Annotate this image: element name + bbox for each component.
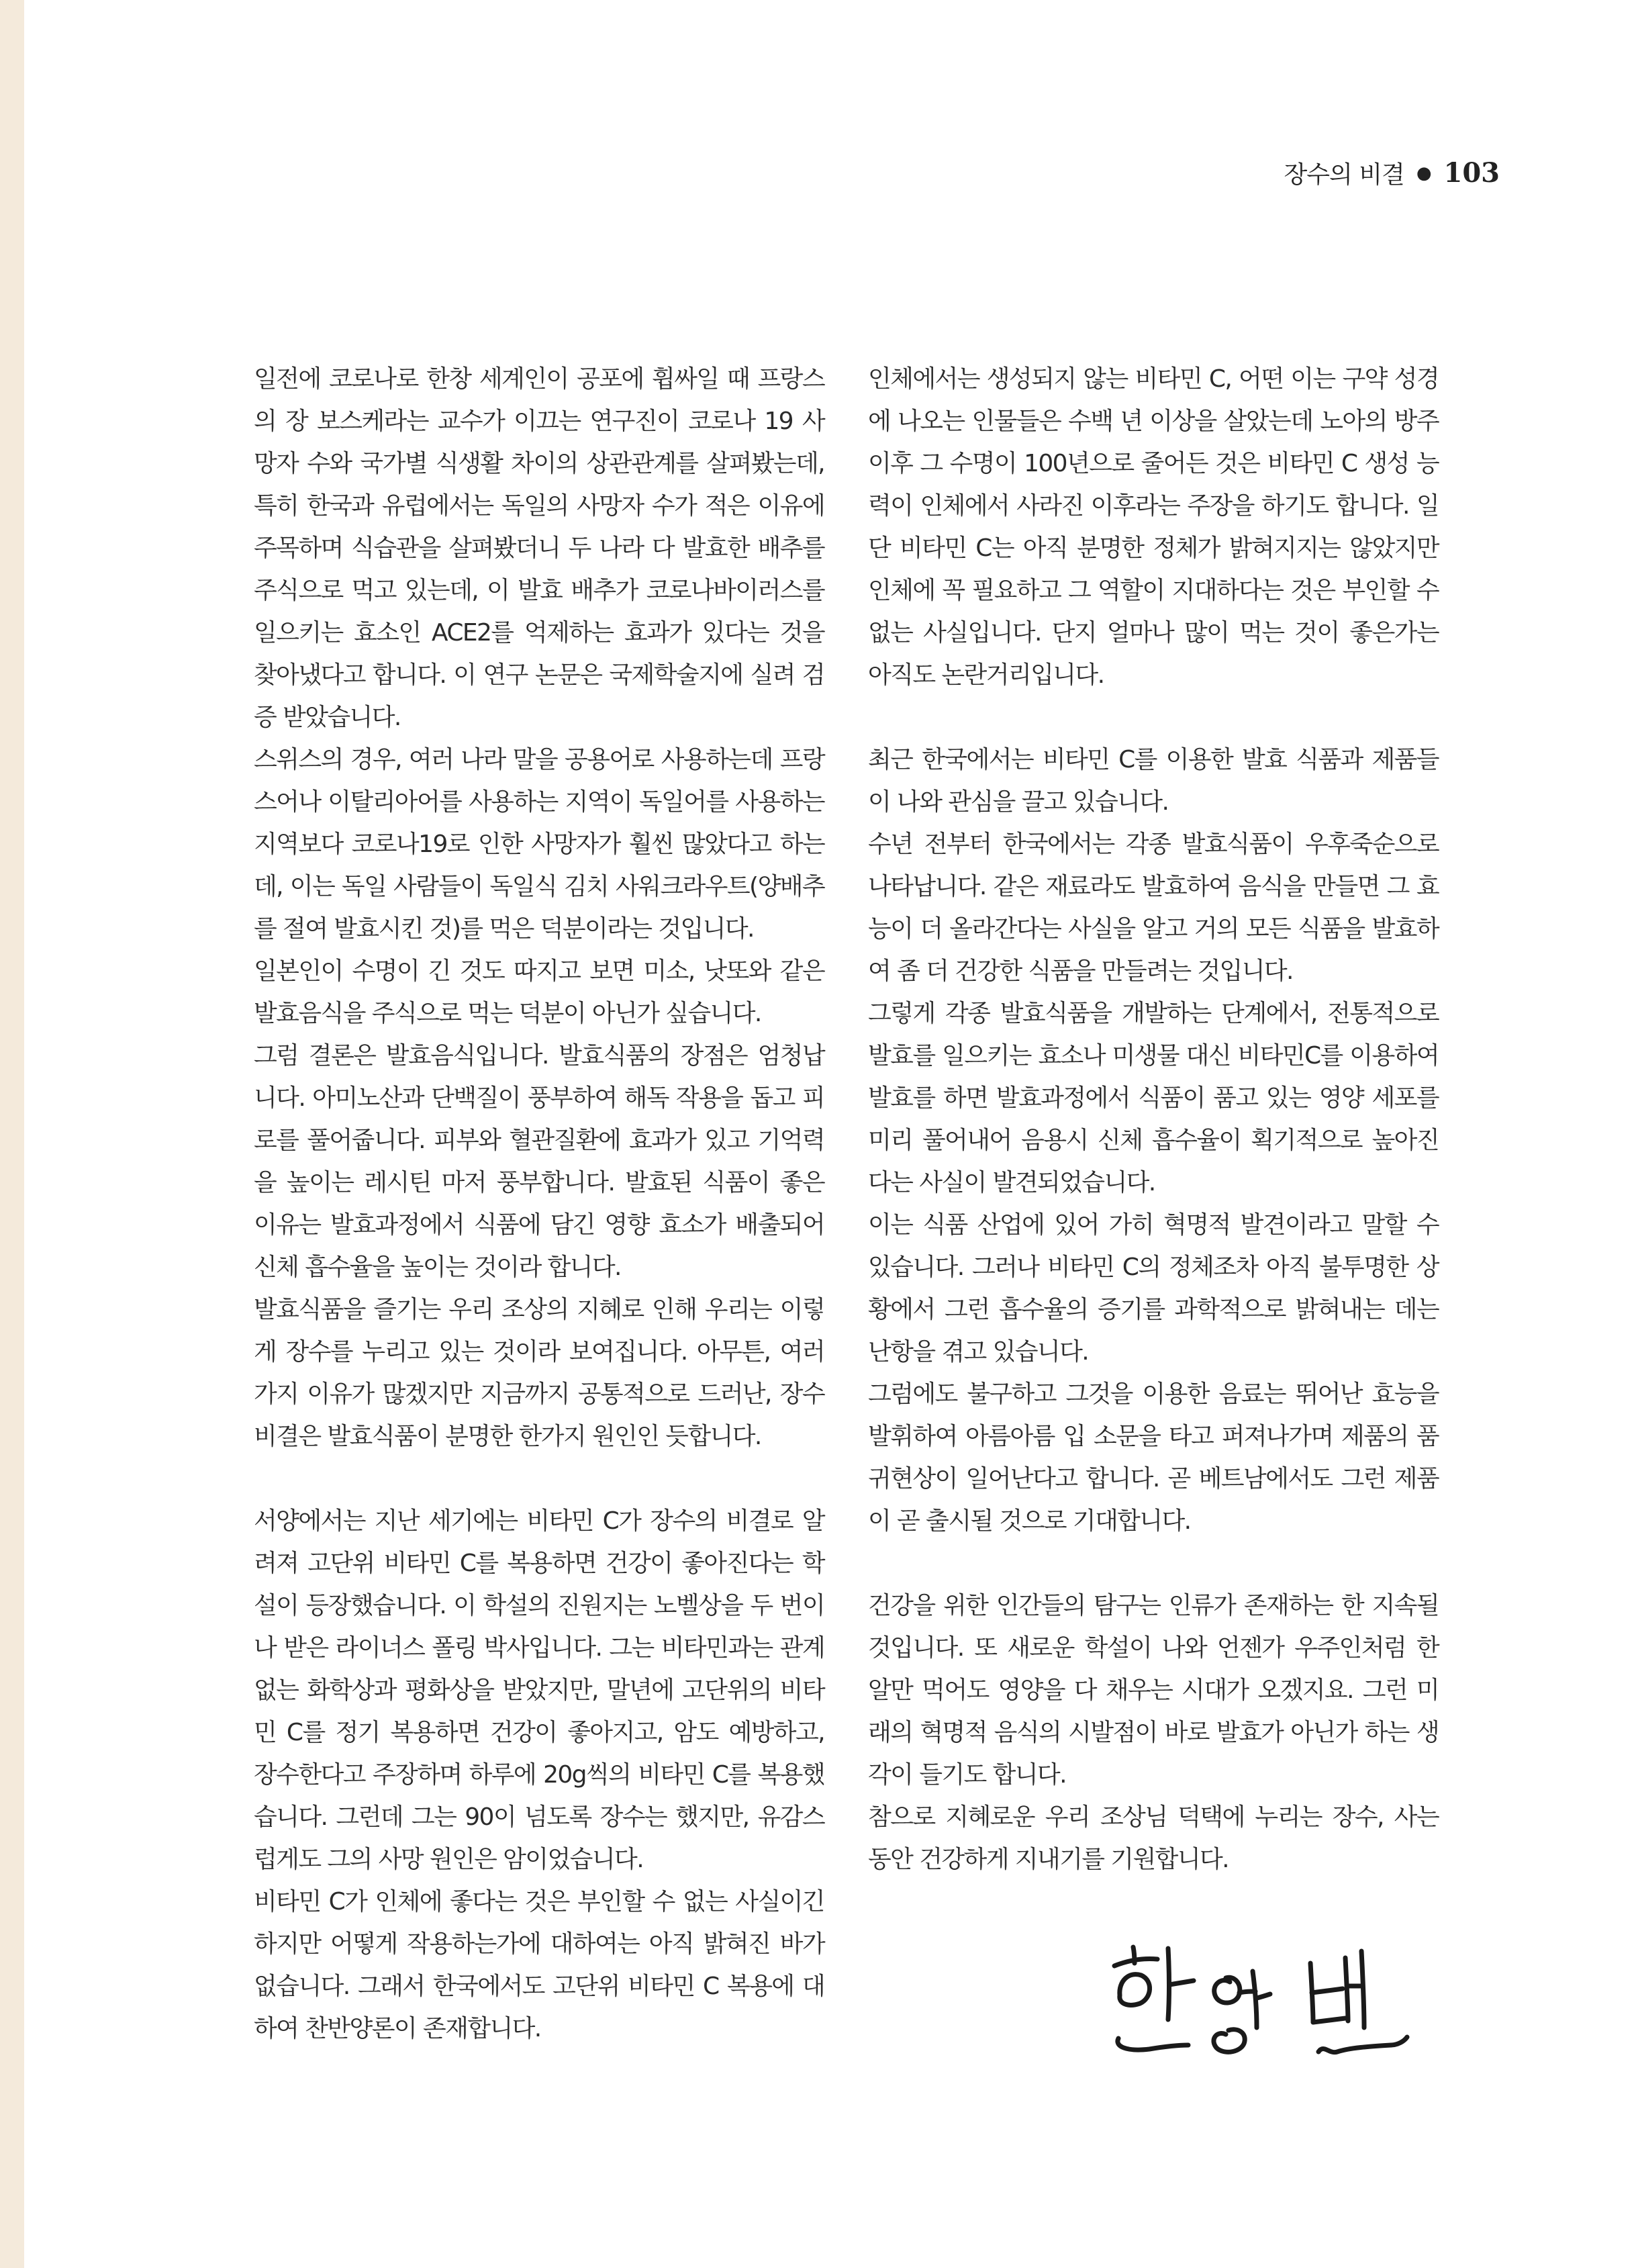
- section-title: 장수의 비결: [1284, 161, 1404, 189]
- paragraph: 최근 한국에서는 비타민 C를 이용한 발효 식품과 제품들이 나와 관심을 끌고 있습니다.: [868, 746, 1439, 816]
- paragraph: 수년 전부터 한국에서는 각종 발효식품이 우후죽순으로 나타납니다. 같은 재료라도 발효하여 음식을 만들면 그 효능이 더 올라간다는 사실을 알고 거의 모든 식품을 발효하여 좀 더 건강한 식품을 만들려는 것입니다.: [868, 831, 1439, 985]
- paragraph: 건강을 위한 인간들의 탐구는 인류가 존재하는 한 지속될 것입니다. 또 새로운 학설이 나와 언젠가 우주인처럼 한 알만 먹어도 영양을 다 채우는 시대가 오겠지요. 그런 미래의 혁명적 음식의 시발점이 바로 발효가 아닌가 하는 생각이 들기도 합니다.: [868, 1592, 1439, 1789]
- author-signature: [1088, 1934, 1437, 2068]
- paragraph-spacer: [868, 696, 1439, 739]
- paragraph: 비타민 C가 인체에 좋다는 것은 부인할 수 없는 사실이긴 하지만 어떻게 작용하는가에 대하여는 아직 밝혀진 바가 없습니다. 그래서 한국에서도 고단위 비타민 C 복용에 대하여 찬반양론이 존재합니다.: [254, 1888, 824, 2042]
- bullet-icon: ●: [1416, 162, 1432, 183]
- paragraph: 서양에서는 지난 세기에는 비타민 C가 장수의 비결로 알려져 고단위 비타민 C를 복용하면 건강이 좋아진다는 학설이 등장했습니다. 이 학설의 진원지는 노벨상을 두 번이나 받은 라이너스 폴링 박사입니다. 그는 비타민과는 관계없는 화학상과 평화상을 받았지만, 말년에 고단위의 비타민 C를 정기 복용하면 건강이 좋아지고, 암도 예방하고, 장수한다고 주장하며 하루에 20g씩의 비타민 C를 복용했습니다. 그런데 그는 90이 넘도록 장수는 했지만, 유감스럽게도 그의 사망 원인은 암이었습니다.: [254, 1507, 824, 1873]
- paragraph: 그럼 결론은 발효음식입니다. 발효식품의 장점은 엄청납니다. 아미노산과 단백질이 풍부하여 해독 작용을 돕고 피로를 풀어줍니다. 피부와 혈관질환에 효과가 있고 기억력을 높이는 레시틴 마저 풍부합니다. 발효된 식품이 좋은 이유는 발효과정에서 식품에 담긴 영향 효소가 배출되어 신체 흡수율을 높이는 것이라 합니다.: [254, 1042, 824, 1281]
- paragraph: 일전에 코로나로 한창 세계인이 공포에 휩싸일 때 프랑스의 장 보스케라는 교수가 이끄는 연구진이 코로나 19 사망자 수와 국가별 식생활 차이의 상관관계를 살펴봤는데, 특히 한국과 유럽에서는 독일의 사망자 수가 적은 이유에 주목하며 식습관을 살펴봤더니 두 나라 다 발효한 배추를 주식으로 먹고 있는데, 이 발효 배추가 코로나바이러스를 일으키는 효소인 ACE2를 억제하는 효과가 있다는 것을 찾아냈다고 합니다. 이 연구 논문은 국제학술지에 실려 검증 받았습니다.: [254, 365, 824, 731]
- paragraph: 인체에서는 생성되지 않는 비타민 C, 어떤 이는 구약 성경에 나오는 인물들은 수백 년 이상을 살았는데 노아의 방주 이후 그 수명이 100년으로 줄어든 것은 비타민 C 생성 능력이 인체에서 사라진 이후라는 주장을 하기도 합니다. 일단 비타민 C는 아직 분명한 정체가 밝혀지지는 않았지만 인체에 꼭 필요하고 그 역할이 지대하다는 것은 부인할 수 없는 사실입니다. 단지 얼마나 많이 먹는 것이 좋은가는 아직도 논란거리입니다.: [868, 365, 1439, 689]
- paragraph: 참으로 지혜로운 우리 조상님 덕택에 누리는 장수, 사는 동안 건강하게 지내기를 기원합니다.: [868, 1803, 1439, 1873]
- right-column: [868, 358, 1439, 1881]
- paragraph: 스위스의 경우, 여러 나라 말을 공용어로 사용하는데 프랑스어나 이탈리아어를 사용하는 지역이 독일어를 사용하는 지역보다 코로나19로 인한 사망자가 훨씬 많았다고 하는데, 이는 독일 사람들이 독일식 김치 사워크라우트(양배추를 절여 발효시킨 것)를 먹은 덕분이라는 것입니다.: [254, 746, 824, 943]
- paragraph: 이는 식품 산업에 있어 가히 혁명적 발견이라고 말할 수 있습니다. 그러나 비타민 C의 정체조차 아직 불투명한 상황에서 그런 흡수율의 증기를 과학적으로 밝혀내는 데는 난항을 겪고 있습니다.: [868, 1211, 1439, 1366]
- paragraph-spacer: [868, 1542, 1439, 1585]
- paragraph: 일본인이 수명이 긴 것도 따지고 보면 미소, 낫또와 같은 발효음식을 주식으로 먹는 덕분이 아닌가 싶습니다.: [254, 957, 824, 1027]
- page-number: 103: [1443, 157, 1500, 189]
- paragraph: 그렇게 각종 발효식품을 개발하는 단계에서, 전통적으로 발효를 일으키는 효소나 미생물 대신 비타민C를 이용하여 발효를 하면 발효과정에서 식품이 품고 있는 영양 세포를 미리 풀어내어 음용시 신체 흡수율이 획기적으로 높아진다는 사실이 발견되었습니다.: [868, 1000, 1439, 1196]
- paragraph-spacer: [254, 1458, 824, 1500]
- left-column: [254, 358, 824, 2050]
- paragraph: 발효식품을 즐기는 우리 조상의 지혜로 인해 우리는 이렇게 장수를 누리고 있는 것이라 보여집니다. 아무튼, 여러 가지 이유가 많겠지만 지금까지 공통적으로 드러난, 장수 비결은 발효식품이 분명한 한가지 원인인 듯합니다.: [254, 1296, 824, 1450]
- paragraph: 그럼에도 불구하고 그것을 이용한 음료는 뛰어난 효능을 발휘하여 아름아름 입 소문을 타고 퍼져나가며 제품의 품귀현상이 일어난다고 합니다. 곧 베트남에서도 그런 제품이 곧 출시될 것으로 기대합니다.: [868, 1380, 1439, 1535]
- page-header: [1284, 156, 1500, 190]
- binding-edge: [0, 0, 24, 2268]
